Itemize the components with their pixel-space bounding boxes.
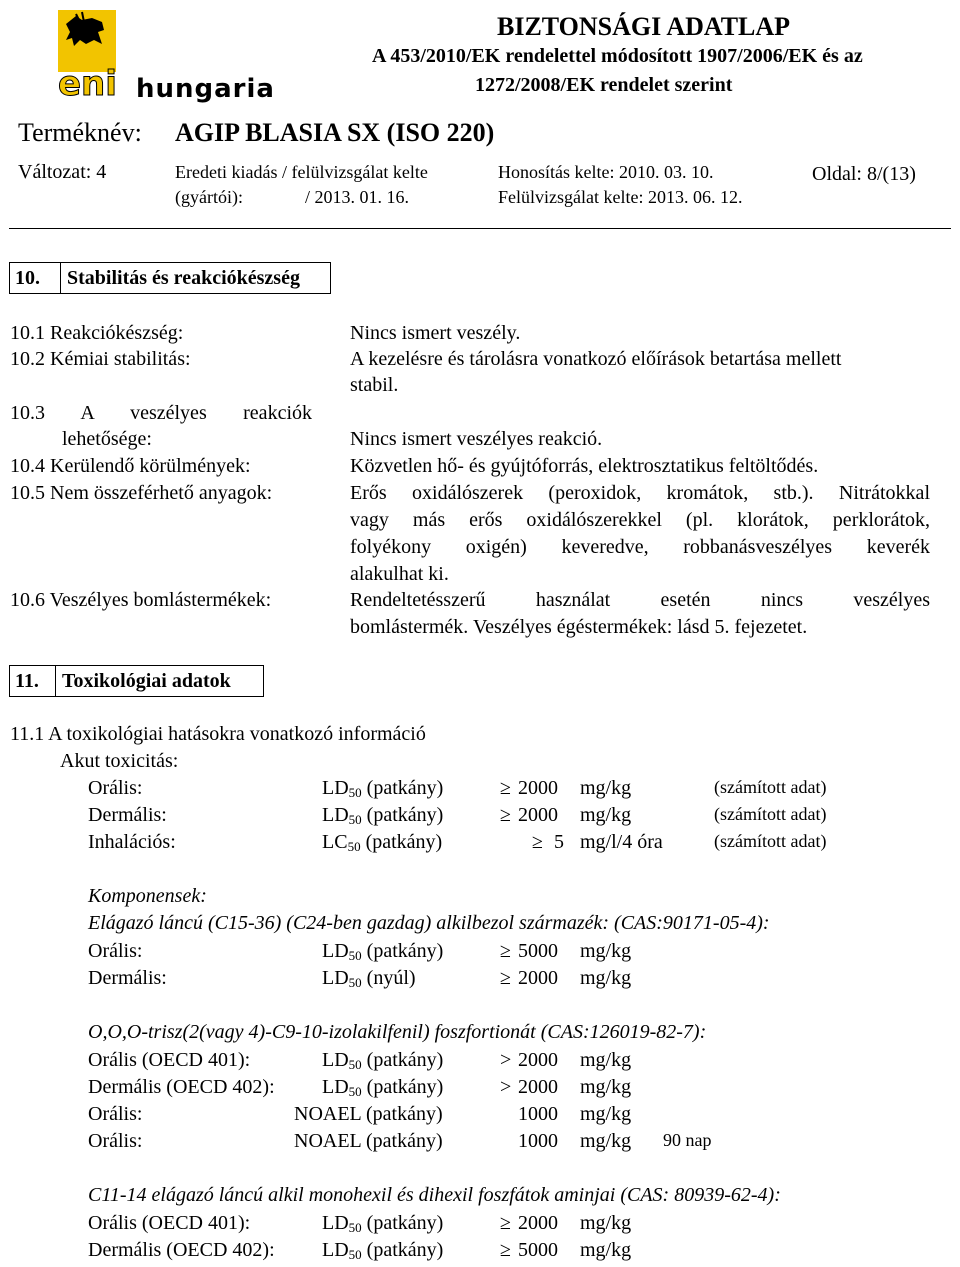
calculated-note: (számított adat) [714, 804, 827, 824]
ld-value-label: $LD_{50}$ (patkány) [322, 940, 444, 963]
ld-value-label: $LD_{50}$ (patkány) [322, 1076, 444, 1099]
ld-value-label: $LD_{50}$ (patkány) [322, 777, 444, 800]
regulation-line-1: A 453/2010/EK rendelettel módosított 1907/2006/EK és az [372, 45, 863, 67]
geq-symbol: ≥ [532, 831, 543, 853]
product-label: Terméknév: [18, 118, 142, 147]
regulation-line-2: 1272/2008/EK rendelet szerint [475, 74, 733, 96]
unit: mg/kg [580, 1076, 632, 1098]
unit: mg/kg [580, 940, 632, 962]
component-2-name: O,O,O-trisz(2(vagy 4)-C9-10-izolakilfenil) foszfortionát (CAS:126019-82-7): [88, 1021, 707, 1043]
section-10-header [9, 262, 331, 294]
route-label: Dermális: [88, 804, 167, 826]
unit: mg/kg [580, 1212, 632, 1234]
route-label: Orális (OECD 401): [88, 1212, 251, 1234]
components-label: Komponensek: [88, 885, 207, 907]
item-10-2-value-cont: stabil. [350, 374, 399, 396]
original-issue-label: Eredeti kiadás / felülvizsgálat kelte [175, 162, 428, 182]
route-label: Inhalációs: [88, 831, 176, 853]
item-10-4-label: 10.4 Kerülendő körülmények: [10, 455, 251, 477]
route-label: Dermális: [88, 967, 167, 989]
item-10-3-label-cont: lehetősége: [62, 428, 152, 450]
ld-value-label: $LD_{50}$ (patkány) [322, 804, 444, 827]
duration-note: 90 nap [663, 1130, 712, 1150]
unit: mg/kg [580, 1049, 632, 1071]
item-10-2-label: 10.2 Kémiai stabilitás: [10, 348, 191, 370]
item-10-6-label: 10.6 Veszélyes bomlástermékek: [10, 589, 272, 611]
unit: mg/kg [580, 1103, 632, 1125]
route-label: Orális: [88, 777, 143, 799]
greater-than-symbol: > [500, 1049, 512, 1071]
tox-intro: 11.1 A toxikológiai hatásokra vonatkozó információ [10, 723, 426, 745]
unit: mg/l/4 óra [580, 831, 663, 853]
item-10-1-value: Nincs ismert veszély. [350, 322, 521, 344]
noael-label: NOAEL (patkány) [294, 1103, 443, 1125]
original-issue-date: / 2013. 01. 16. [305, 187, 410, 207]
greater-than-symbol: > [500, 1076, 512, 1098]
calculated-note: (számított adat) [714, 831, 827, 851]
ld-value-label: $LD_{50}$ (nyúl) [322, 967, 416, 990]
route-label: Dermális (OECD 402): [88, 1076, 275, 1098]
ld-value-label: $LD_{50}$ (patkány) [322, 1212, 444, 1235]
item-10-5-label: 10.5 Nem összeférhető anyagok: [10, 482, 273, 504]
numeric-value: 2000 [518, 777, 558, 799]
ld-value-label: $LD_{50}$ (patkány) [322, 1239, 444, 1262]
numeric-value: 2000 [518, 1049, 558, 1071]
numeric-value: 2000 [518, 804, 558, 826]
calculated-note: (számított adat) [714, 777, 827, 797]
geq-symbol: ≥ [500, 940, 511, 962]
section-10-number: 10. [15, 266, 40, 289]
route-label: Orális: [88, 940, 143, 962]
section-11-title: Toxikológiai adatok [62, 669, 231, 692]
hungaria-wordmark: hungaria [136, 74, 275, 104]
geq-symbol: ≥ [500, 804, 511, 826]
numeric-value: 2000 [518, 967, 558, 989]
geq-symbol: ≥ [500, 1212, 511, 1234]
item-10-3-value: Nincs ismert veszélyes reakció. [350, 428, 603, 450]
ld-value-label: $LC_{50}$ (patkány) [322, 831, 443, 854]
document-title: BIZTONSÁGI ADATLAP [497, 12, 791, 41]
unit: mg/kg [580, 1130, 632, 1152]
route-label: Orális (OECD 401): [88, 1049, 251, 1071]
geq-symbol: ≥ [500, 967, 511, 989]
product-name: AGIP BLASIA SX (ISO 220) [175, 118, 495, 147]
eni-wordmark: eni [58, 64, 117, 104]
page-number: Oldal: 8/(13) [812, 163, 916, 185]
route-label: Dermális (OECD 402): [88, 1239, 275, 1261]
unit: mg/kg [580, 967, 632, 989]
six-legged-dog-icon [58, 10, 116, 72]
noael-label: NOAEL (patkány) [294, 1130, 443, 1152]
section-11-number: 11. [15, 669, 39, 692]
item-10-5-value-4: alakulhat ki. [350, 563, 449, 585]
numeric-value: 1000 [518, 1130, 558, 1152]
numeric-value: 2000 [518, 1212, 558, 1234]
acute-toxicity-label: Akut toxicitás: [60, 750, 179, 772]
geq-symbol: ≥ [500, 1239, 511, 1261]
revision-date: Felülvizsgálat kelte: 2013. 06. 12. [498, 187, 743, 207]
component-3-name: C11-14 elágazó láncú alkil monohexil és dihexil foszfátok aminjai (CAS: 80939-62-4): [88, 1184, 781, 1206]
numeric-value: 2000 [518, 1076, 558, 1098]
unit: mg/kg [580, 1239, 632, 1261]
ld-value-label: $LD_{50}$ (patkány) [322, 1049, 444, 1072]
version-number: Változat: 4 [18, 161, 107, 183]
route-label: Orális: [88, 1130, 143, 1152]
unit: mg/kg [580, 804, 632, 826]
component-1-name: Elágazó láncú (C15-36) (C24-ben gazdag) alkilbezol származék: (CAS:90171-05-4): [88, 912, 770, 934]
item-10-5-value-2: vagy más erős oxidálószerekkel (pl. klorátok, perklorátok, [350, 509, 930, 531]
numeric-value: 1000 [518, 1103, 558, 1125]
section-11-header [9, 665, 264, 697]
numeric-value: 5000 [518, 1239, 558, 1261]
unit: mg/kg [580, 777, 632, 799]
item-10-5-value-3: folyékony oxigén) keveredve, robbanásveszélyes keverék [350, 536, 930, 558]
original-issue-label-2: (gyártói): [175, 187, 243, 207]
section-10-title: Stabilitás és reakciókészség [67, 266, 300, 289]
item-10-5-value-1: Erős oxidálószerek (peroxidok, kromátok, stb.). Nitrátokkal [350, 482, 930, 504]
header-divider [9, 228, 951, 229]
eni-logo [58, 10, 275, 110]
geq-symbol: ≥ [500, 777, 511, 799]
item-10-6-value-1: Rendeltetésszerű használat esetén nincs veszélyes [350, 589, 930, 611]
item-10-3-label: 10.3 A veszélyes reakciók [10, 402, 312, 424]
numeric-value: 5000 [518, 940, 558, 962]
item-10-2-value: A kezelésre és tárolásra vonatkozó előírások betartása mellett [350, 348, 842, 370]
item-10-6-value-2: bomlástermék. Veszélyes égéstermékek: lásd 5. fejezetet. [350, 616, 808, 638]
route-label: Orális: [88, 1103, 143, 1125]
item-10-1-label: 10.1 Reakciókészség: [10, 322, 184, 344]
item-10-4-value: Közvetlen hő- és gyújtóforrás, elektrosztatikus feltöltődés. [350, 455, 819, 477]
localization-date: Honosítás kelte: 2010. 03. 10. [498, 162, 714, 182]
numeric-value: 5 [554, 831, 564, 853]
